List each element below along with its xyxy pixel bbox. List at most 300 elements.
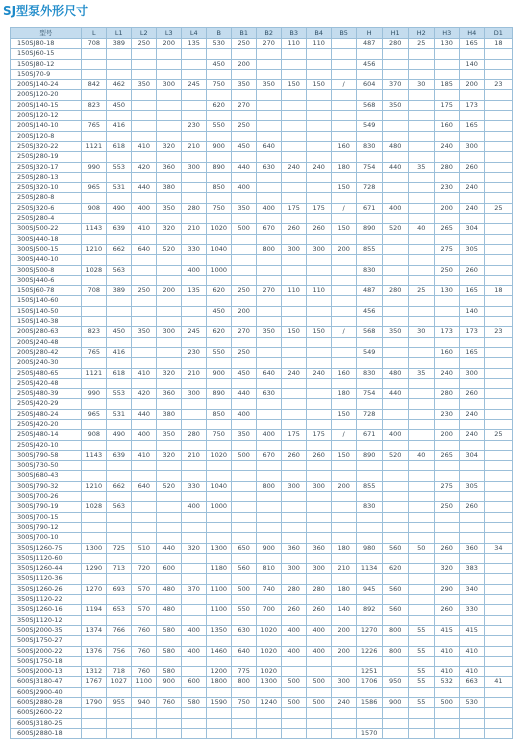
dimension-cell: 650 [231, 543, 256, 553]
dimension-cell: 1143 [81, 224, 106, 234]
dimension-cell [484, 306, 512, 316]
dimension-cell [156, 337, 181, 347]
dimension-cell: 756 [106, 646, 131, 656]
dimension-cell: 350 [131, 327, 156, 337]
dimension-cell: 270 [231, 327, 256, 337]
dimension-cell [106, 440, 131, 450]
dimension-cell [331, 296, 356, 306]
dimension-cell [434, 728, 459, 738]
dimension-cell: 1270 [81, 584, 106, 594]
dimension-cell [306, 440, 331, 450]
dimension-cell [81, 111, 106, 121]
dimension-cell: 1767 [81, 677, 106, 687]
table-row [11, 687, 513, 697]
dimension-cell: 1570 [356, 728, 382, 738]
model-cell: 600SJ2600-22 [11, 708, 82, 718]
column-header: B2 [256, 28, 281, 39]
dimension-cell: 810 [256, 564, 281, 574]
dimension-cell [81, 471, 106, 481]
model-cell: 250SJ280-19 [11, 152, 82, 162]
dimension-cell [106, 59, 131, 69]
dimension-cell [131, 90, 156, 100]
dimension-cell: 1020 [256, 646, 281, 656]
dimension-cell: 300 [156, 80, 181, 90]
dimension-cell [382, 214, 408, 224]
table-row [11, 471, 513, 481]
dimension-cell [306, 595, 331, 605]
dimension-cell [459, 718, 484, 728]
dimension-cell [459, 214, 484, 224]
dimension-cell: 450 [106, 327, 131, 337]
dimension-cell [81, 728, 106, 738]
dimension-cell [281, 347, 306, 357]
dimension-cell [306, 636, 331, 646]
dimension-cell [434, 512, 459, 522]
dimension-cell: 350 [156, 430, 181, 440]
dimension-cell: 1300 [256, 677, 281, 687]
dimension-cell [306, 255, 331, 265]
dimension-cell [408, 141, 434, 151]
dimension-cell [231, 317, 256, 327]
dimension-cell: 500 [281, 698, 306, 708]
dimension-cell: 230 [434, 183, 459, 193]
dimension-cell [81, 49, 106, 59]
dimension-cell [256, 461, 281, 471]
dimension-cell [331, 275, 356, 285]
dimension-cell: 450 [106, 100, 131, 110]
dimension-cell [306, 172, 331, 182]
dimension-cell [408, 584, 434, 594]
column-header: B1 [231, 28, 256, 39]
dimension-cell [382, 636, 408, 646]
table-body [11, 39, 513, 739]
dimension-cell [408, 574, 434, 584]
dimension-cell [408, 347, 434, 357]
dimension-cell [356, 399, 382, 409]
dimension-cell [181, 90, 206, 100]
dimension-cell: 280 [306, 584, 331, 594]
dimension-cell [382, 595, 408, 605]
dimension-cell [306, 214, 331, 224]
dimension-cell [484, 59, 512, 69]
dimension-cell: 640 [131, 481, 156, 491]
dimension-cell [256, 234, 281, 244]
dimension-cell: 260 [459, 502, 484, 512]
dimension-cell [484, 708, 512, 718]
dimension-cell [181, 111, 206, 121]
dimension-cell: 800 [382, 625, 408, 635]
dimension-cell [306, 193, 331, 203]
dimension-cell [256, 306, 281, 316]
dimension-cell: 383 [459, 564, 484, 574]
dimension-cell: 670 [256, 450, 281, 460]
dimension-cell [256, 337, 281, 347]
dimension-cell: 260 [281, 450, 306, 460]
dimension-cell: 350 [231, 430, 256, 440]
dimension-cell [459, 708, 484, 718]
dimension-cell: 765 [81, 347, 106, 357]
dimension-cell [256, 656, 281, 666]
dimension-cell [331, 306, 356, 316]
dimension-cell: 250 [231, 347, 256, 357]
dimension-cell [281, 522, 306, 532]
dimension-cell [484, 440, 512, 450]
dimension-cell [131, 378, 156, 388]
dimension-cell [231, 90, 256, 100]
model-cell: 150SJ80-18 [11, 39, 82, 49]
dimension-cell [331, 718, 356, 728]
dimension-cell [131, 358, 156, 368]
dimension-cell: 320 [156, 224, 181, 234]
dimension-cell [281, 121, 306, 131]
dimension-cell [408, 399, 434, 409]
dimension-cell [131, 121, 156, 131]
dimension-cell: 280 [382, 39, 408, 49]
dimension-cell: 1350 [206, 625, 231, 635]
dimension-cell: 900 [382, 698, 408, 708]
dimension-cell [331, 708, 356, 718]
dimension-cell: 1020 [206, 450, 231, 460]
dimension-cell [434, 358, 459, 368]
dimension-cell [231, 111, 256, 121]
dimension-cell [459, 193, 484, 203]
dimension-cell [106, 533, 131, 543]
dimension-cell: 210 [331, 564, 356, 574]
dimension-cell: 570 [131, 605, 156, 615]
dimension-cell [131, 708, 156, 718]
dimension-cell: 130 [434, 286, 459, 296]
dimension-cell [484, 409, 512, 419]
dimension-cell [131, 131, 156, 141]
dimension-cell [408, 564, 434, 574]
model-cell: 300SJ500-22 [11, 224, 82, 234]
table-row [11, 409, 513, 419]
dimension-cell [256, 687, 281, 697]
dimension-cell [408, 234, 434, 244]
dimension-cell [281, 471, 306, 481]
dimension-cell: 55 [408, 625, 434, 635]
dimension-cell [331, 358, 356, 368]
dimension-cell: 400 [231, 409, 256, 419]
dimension-cell [156, 172, 181, 182]
dimension-cell [484, 533, 512, 543]
dimension-cell: 400 [281, 646, 306, 656]
table-row [11, 152, 513, 162]
dimension-cell: 240 [331, 698, 356, 708]
dimension-cell: 410 [131, 450, 156, 460]
dimension-cell: 630 [231, 625, 256, 635]
dimension-cell [382, 667, 408, 677]
dimension-cell [106, 317, 131, 327]
dimension-cell [206, 471, 231, 481]
dimension-cell [131, 419, 156, 429]
dimension-cell [331, 461, 356, 471]
dimension-cell [281, 440, 306, 450]
dimension-cell: 1270 [356, 625, 382, 635]
dimension-cell [306, 419, 331, 429]
dimension-cell: 1040 [206, 244, 231, 254]
dimension-cell [408, 728, 434, 738]
dimension-cell [281, 502, 306, 512]
dimension-cell [231, 440, 256, 450]
dimension-cell: 350 [131, 80, 156, 90]
dimension-cell [181, 152, 206, 162]
dimension-cell: 175 [281, 203, 306, 213]
dimension-cell [306, 111, 331, 121]
table-row [11, 327, 513, 337]
dimension-cell [156, 296, 181, 306]
model-cell: 200SJ120-8 [11, 131, 82, 141]
dimension-cell: 420 [131, 162, 156, 172]
dimension-cell: 487 [356, 39, 382, 49]
dimension-cell [81, 533, 106, 543]
dimension-cell [156, 656, 181, 666]
dimension-cell: 260 [281, 224, 306, 234]
dimension-cell: 1143 [81, 450, 106, 460]
dimension-cell [434, 522, 459, 532]
dimension-cell: 135 [181, 286, 206, 296]
dimension-cell: 140 [459, 59, 484, 69]
dimension-cell [356, 337, 382, 347]
model-cell: 600SJ2880-18 [11, 728, 82, 738]
dimension-cell: 980 [356, 543, 382, 553]
dimension-cell: 350 [231, 203, 256, 213]
dimension-cell: 290 [434, 584, 459, 594]
table-row [11, 49, 513, 59]
dimension-cell [131, 461, 156, 471]
dimension-cell: 173 [434, 327, 459, 337]
dimension-cell [408, 275, 434, 285]
dimension-cell [484, 667, 512, 677]
dimension-cell [484, 636, 512, 646]
column-header: L4 [181, 28, 206, 39]
dimension-cell: 480 [156, 584, 181, 594]
dimension-cell: 553 [106, 162, 131, 172]
dimension-cell [434, 69, 459, 79]
dimension-cell [331, 553, 356, 563]
dimension-cell [331, 121, 356, 131]
dimension-cell [306, 409, 331, 419]
dimension-cell [256, 265, 281, 275]
model-cell: 150SJ80-12 [11, 59, 82, 69]
dimension-cell: 23 [484, 80, 512, 90]
dimension-cell [434, 687, 459, 697]
dimension-cell: 175 [306, 203, 331, 213]
dimension-cell: 560 [382, 605, 408, 615]
dimension-cell: 823 [81, 100, 106, 110]
dimension-cell: 240 [459, 183, 484, 193]
dimension-cell [81, 193, 106, 203]
dimension-cell [256, 152, 281, 162]
dimension-cell [181, 172, 206, 182]
dimension-cell [408, 183, 434, 193]
dimension-cell [434, 461, 459, 471]
dimension-cell [306, 275, 331, 285]
dimension-cell [408, 656, 434, 666]
dimension-cell [131, 275, 156, 285]
dimension-cell [484, 450, 512, 460]
dimension-cell: 165 [459, 286, 484, 296]
dimension-cell [131, 317, 156, 327]
dimension-cell [356, 492, 382, 502]
dimension-cell [356, 687, 382, 697]
dimension-cell [106, 419, 131, 429]
dimension-cell [306, 317, 331, 327]
dimension-cell [331, 111, 356, 121]
dimension-cell [181, 234, 206, 244]
dimension-cell [331, 728, 356, 738]
dimension-cell [106, 492, 131, 502]
dimension-cell [434, 471, 459, 481]
dimension-cell: 400 [382, 203, 408, 213]
model-cell: 250SJ480-65 [11, 368, 82, 378]
dimension-cell: 750 [206, 80, 231, 90]
dimension-cell: 185 [434, 80, 459, 90]
dimension-cell [484, 646, 512, 656]
dimension-cell [408, 131, 434, 141]
dimension-cell [281, 59, 306, 69]
dimension-cell [434, 193, 459, 203]
dimension-cell [281, 419, 306, 429]
dimension-cell [131, 49, 156, 59]
dimension-cell [156, 502, 181, 512]
dimension-cell [434, 255, 459, 265]
dimension-cell [331, 399, 356, 409]
dimension-cell [256, 492, 281, 502]
dimension-cell [181, 667, 206, 677]
dimension-cell [131, 347, 156, 357]
dimension-cell [306, 183, 331, 193]
dimension-cell: 300 [281, 564, 306, 574]
dimension-cell [356, 553, 382, 563]
dimension-cell [281, 100, 306, 110]
dimension-cell: 350 [256, 80, 281, 90]
dimension-cell [356, 69, 382, 79]
dimension-cell [281, 306, 306, 316]
dimension-cell [206, 337, 231, 347]
dimension-cell: 510 [131, 543, 156, 553]
dimension-cell [434, 399, 459, 409]
dimension-cell: 450 [231, 141, 256, 151]
model-cell: 300SJ790-12 [11, 522, 82, 532]
dimension-cell [181, 399, 206, 409]
dimension-cell: 320 [156, 368, 181, 378]
dimension-cell [281, 183, 306, 193]
dimension-cell [256, 728, 281, 738]
dimension-cell [256, 512, 281, 522]
dimension-cell [81, 595, 106, 605]
dimension-cell [331, 636, 356, 646]
dimension-cell: 245 [181, 80, 206, 90]
dimension-cell [484, 687, 512, 697]
dimension-cell [131, 512, 156, 522]
dimension-cell [256, 378, 281, 388]
dimension-cell: / [331, 80, 356, 90]
dimension-cell: 35 [408, 162, 434, 172]
dimension-cell [459, 296, 484, 306]
dimension-cell [331, 90, 356, 100]
dimension-cell: 855 [356, 244, 382, 254]
dimension-cell [281, 636, 306, 646]
table-row [11, 718, 513, 728]
dimension-cell [331, 172, 356, 182]
dimension-cell: 250 [434, 265, 459, 275]
dimension-cell [256, 440, 281, 450]
dimension-cell: 210 [181, 450, 206, 460]
dimension-cell [206, 533, 231, 543]
dimension-cell: 173 [459, 100, 484, 110]
dimension-cell [331, 39, 356, 49]
dimension-cell [231, 615, 256, 625]
table-row [11, 389, 513, 399]
dimension-cell [231, 533, 256, 543]
dimension-cell: 280 [181, 203, 206, 213]
table-row [11, 543, 513, 553]
dimension-cell: 400 [306, 646, 331, 656]
dimension-cell [382, 306, 408, 316]
model-cell: 200SJ140-15 [11, 100, 82, 110]
dimension-cell [81, 615, 106, 625]
dimension-cell [156, 440, 181, 450]
dimension-cell [306, 358, 331, 368]
dimension-cell [131, 522, 156, 532]
dimension-cell: 965 [81, 409, 106, 419]
dimension-cell: 18 [484, 286, 512, 296]
dimension-cell [106, 461, 131, 471]
dimension-cell [356, 255, 382, 265]
dimension-cell [484, 111, 512, 121]
dimension-cell [81, 275, 106, 285]
dimension-cell [231, 358, 256, 368]
dimension-cell [156, 533, 181, 543]
dimension-cell: 549 [356, 347, 382, 357]
dimension-cell: 620 [206, 286, 231, 296]
dimension-cell [181, 512, 206, 522]
dimension-cell [306, 296, 331, 306]
dimension-cell [306, 131, 331, 141]
dimension-cell [408, 306, 434, 316]
dimension-cell [459, 90, 484, 100]
dimension-cell [459, 337, 484, 347]
dimension-cell [156, 461, 181, 471]
dimension-cell: 1460 [206, 646, 231, 656]
dimension-cell [306, 399, 331, 409]
dimension-cell: 300 [331, 677, 356, 687]
dimension-cell: 775 [231, 667, 256, 677]
dimension-cell [131, 471, 156, 481]
dimension-cell [106, 358, 131, 368]
column-header: B4 [306, 28, 331, 39]
dimension-cell: 410 [131, 368, 156, 378]
dimension-cell: 1028 [81, 502, 106, 512]
dimension-cell: 440 [131, 409, 156, 419]
dimension-cell [331, 595, 356, 605]
dimension-cell [434, 615, 459, 625]
dimension-cell: 300 [306, 564, 331, 574]
dimension-cell: 140 [459, 306, 484, 316]
column-header: D1 [484, 28, 512, 39]
dimension-cell [106, 49, 131, 59]
dimension-cell [434, 533, 459, 543]
dimension-cell [306, 533, 331, 543]
dimension-cell [484, 368, 512, 378]
dimension-cell [331, 574, 356, 584]
dimension-cell: 300 [306, 481, 331, 491]
dimension-cell [331, 317, 356, 327]
dimension-cell [484, 584, 512, 594]
dimension-cell [434, 90, 459, 100]
dimension-cell: 175 [434, 100, 459, 110]
